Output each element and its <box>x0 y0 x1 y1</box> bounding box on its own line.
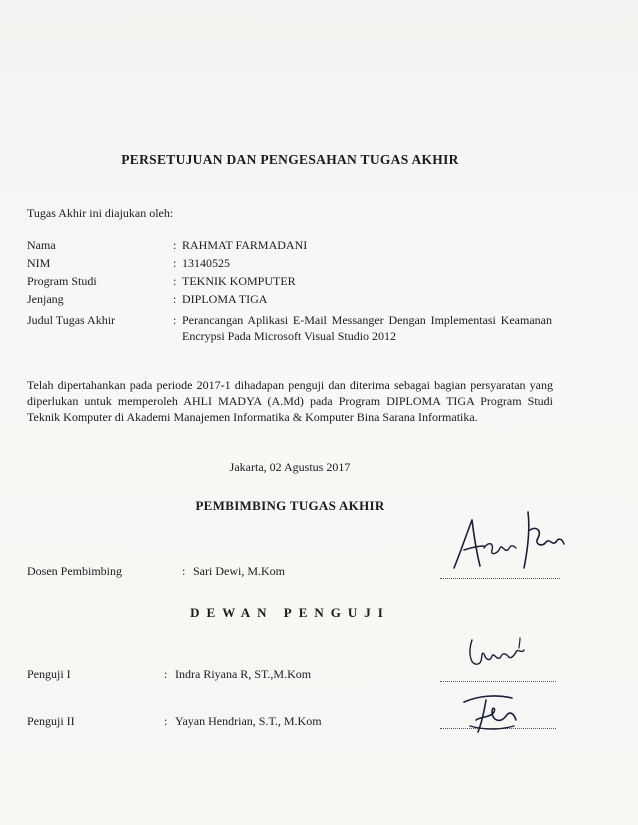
statement-paragraph: Telah dipertahankan pada periode 2017-1 dihadapan penguji dan diterima sebagai bagian persyaratan yang diperlukan untuk memperoleh AHLI MADYA (A.Md) pada Program DIPLOMA TIGA Program Studi Teknik Komputer di Akademi Manajemen Informatika & Komputer Bina Sarana Informatika. <box>27 378 553 424</box>
info-label: NIM <box>27 256 51 270</box>
sig-colon: : <box>164 667 168 681</box>
info-value: DIPLOMA TIGA <box>182 292 268 306</box>
info-colon: : <box>173 238 177 252</box>
info-label: Nama <box>27 238 56 252</box>
sig-name: Sari Dewi, M.Kom <box>193 564 285 578</box>
signature-penguji-2 <box>456 690 536 740</box>
signature-penguji-1 <box>462 632 542 682</box>
info-label: Judul Tugas Akhir <box>27 313 116 327</box>
info-colon: : <box>173 313 177 327</box>
dewan-penguji-title: DEWAN PENGUJI <box>190 605 390 620</box>
info-colon: : <box>173 274 177 288</box>
sig-name: Yayan Hendrian, S.T., M.Kom <box>175 714 322 728</box>
signature-pembimbing <box>450 508 570 578</box>
signature-line <box>440 578 560 579</box>
sig-label: Dosen Pembimbing <box>27 564 122 578</box>
sig-colon: : <box>164 714 168 728</box>
info-label: Jenjang <box>27 292 64 306</box>
info-colon: : <box>173 292 177 306</box>
document-title: PERSETUJUAN DAN PENGESAHAN TUGAS AKHIR <box>121 152 459 167</box>
info-label: Program Studi <box>27 274 97 288</box>
info-value: RAHMAT FARMADANI <box>182 238 308 252</box>
info-colon: : <box>173 256 177 270</box>
sig-label: Penguji II <box>27 714 75 728</box>
intro-text: Tugas Akhir ini diajukan oleh: <box>27 206 174 220</box>
sig-name: Indra Riyana R, ST.,M.Kom <box>175 667 312 681</box>
date-text: Jakarta, 02 Agustus 2017 <box>229 460 351 474</box>
judul-value: Perancangan Aplikasi E-Mail Messanger Dengan Implementasi Keamanan Encrypsi Pada Microsoft Visual Studio 2012 <box>182 313 552 343</box>
sig-colon: : <box>182 564 186 578</box>
sig-label: Penguji I <box>27 667 71 681</box>
info-value: 13140525 <box>182 256 230 270</box>
pembimbing-title: PEMBIMBING TUGAS AKHIR <box>195 498 385 513</box>
info-value: TEKNIK KOMPUTER <box>182 274 296 288</box>
